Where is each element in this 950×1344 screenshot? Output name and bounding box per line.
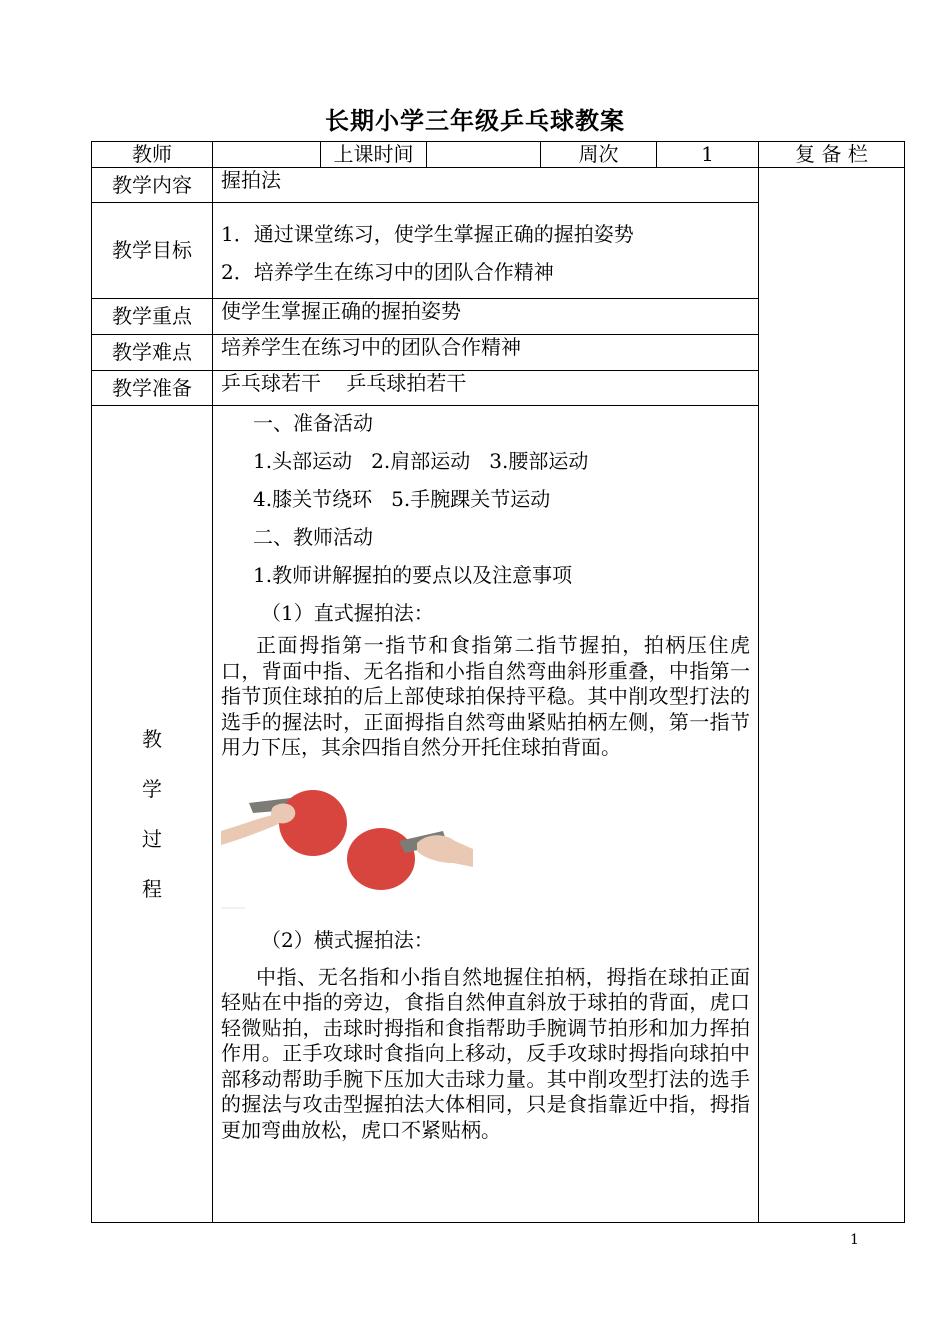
teacher-activity-item: 1.教师讲解握拍的要点以及注意事项 [253, 563, 573, 587]
goal-item: 2．培养学生在练习中的团队合作精神 [221, 260, 554, 284]
class-time-value [427, 142, 541, 168]
review-column-label: 复 备 栏 [759, 142, 905, 168]
teacher-value [213, 142, 321, 168]
shakehand-heading: （2）横式握拍法： [261, 927, 434, 952]
penhold-heading: （1）直式握拍法： [261, 601, 434, 625]
warmup-line: 1.头部运动 2.肩部运动 3.腰部运动 [253, 449, 589, 473]
content-row [92, 168, 905, 203]
warmup-line: 4.膝关节绕环 5.手腕踝关节运动 [253, 487, 551, 511]
process-label-char: 过 [142, 827, 162, 851]
penhold-description: 正面拇指第一指节和食指第二指节握拍，拍柄压住虎口，背面中指、无名指和小指自然弯曲斜形重叠，中指第一指节顶住球拍的后上部使球拍保持平稳。其中削攻型打法的选手的握法时，正面拇指自然弯曲紧贴拍柄左侧，第一指节用力下压，其余四指自然分开托住球拍背面。 [221, 633, 750, 759]
grip-photo [221, 789, 473, 909]
review-column [759, 168, 905, 1223]
page-title: 长期小学三年级乒乓球教案 [325, 106, 625, 135]
teacher-activity-heading: 二、教师活动 [253, 525, 373, 549]
difficulty-label: 教学难点 [92, 335, 213, 371]
teacher-label: 教师 [92, 142, 213, 168]
preparation-value: 乒乓球若干 乒乓球拍若干 [213, 371, 759, 406]
lesson-plan-table [91, 141, 905, 1223]
goals-label: 教学目标 [92, 203, 213, 299]
key-point-label: 教学重点 [92, 299, 213, 335]
shakehand-description: 中指、无名指和小指自然地握住拍柄，拇指在球拍正面轻贴在中指的旁边，食指自然伸直斜放于球拍的背面，虎口轻微贴拍，击球时拇指和食指帮助手腕调节拍形和加力挥拍作用。正手攻球时食指向上移动，反手攻球时拇指向球拍中部移动帮助手腕下压加大击球力量。其中削攻型打法的选手的握法与攻击型握拍法大体相同，只是食指靠近中指，拇指更加弯曲放松，虎口不紧贴柄。 [221, 964, 750, 1142]
class-time-label: 上课时间 [321, 142, 427, 168]
week-label: 周次 [541, 142, 657, 168]
week-value: 1 [657, 142, 759, 168]
process-label [92, 406, 213, 1223]
key-point-value: 使学生掌握正确的握拍姿势 [213, 299, 759, 335]
difficulty-value: 培养学生在练习中的团队合作精神 [213, 335, 759, 371]
page-number: 1 [850, 1232, 859, 1248]
process-label-char: 学 [142, 777, 162, 801]
preparation-label: 教学准备 [92, 371, 213, 406]
process-label-char: 教 [142, 727, 162, 751]
goal-item: 1．通过课堂练习，使学生掌握正确的握拍姿势 [221, 222, 634, 246]
process-label-char: 程 [142, 877, 162, 901]
header-row [92, 142, 905, 168]
warmup-heading: 一、准备活动 [253, 411, 373, 435]
content-value: 握拍法 [213, 168, 759, 203]
content-label: 教学内容 [92, 168, 213, 203]
goals-cell [213, 203, 759, 299]
process-content [213, 406, 759, 1223]
